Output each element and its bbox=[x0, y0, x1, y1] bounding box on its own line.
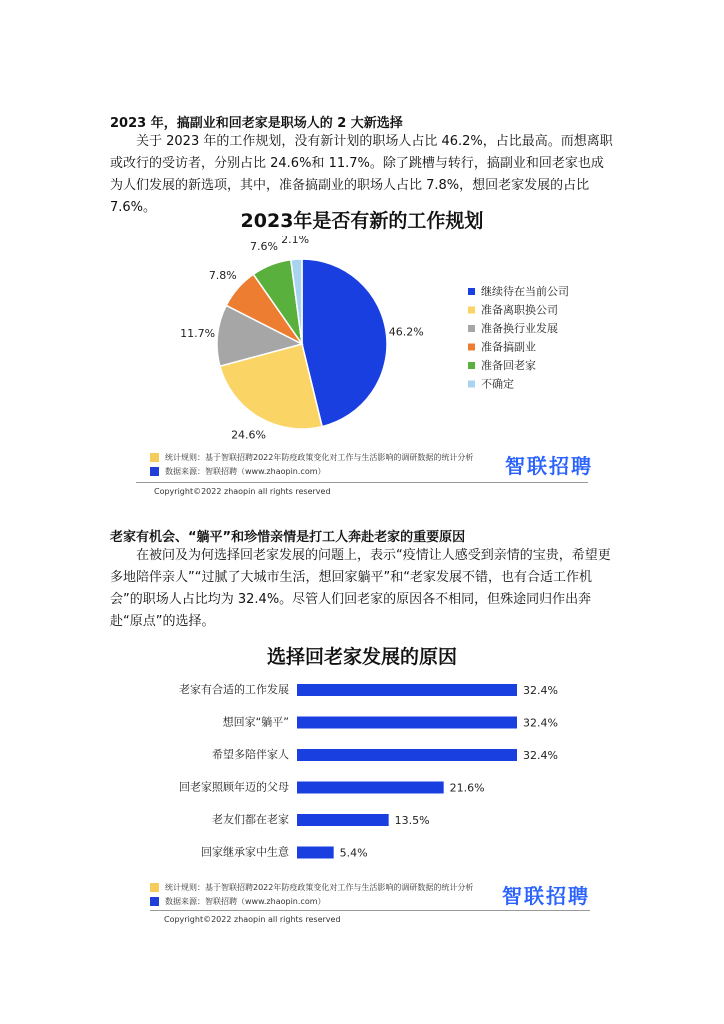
legend-label: 准备换行业发展 bbox=[481, 322, 558, 335]
bar-value-label: 13.5% bbox=[394, 814, 430, 827]
rule-square-icon bbox=[150, 453, 159, 462]
copyright: Copyright©2022 zhaopin all rights reserved bbox=[164, 915, 341, 924]
pie-data-label: 24.6% bbox=[231, 428, 267, 442]
bar-value-label: 32.4% bbox=[523, 749, 558, 762]
legend-swatch bbox=[468, 381, 475, 388]
legend-swatch bbox=[468, 344, 475, 351]
legend-label: 准备离职换公司 bbox=[481, 303, 558, 317]
legend-swatch bbox=[468, 307, 475, 314]
bar-chart-title: 选择回老家发展的原因 bbox=[266, 646, 457, 668]
source-note: 数据来源：智联招聘（www.zhaopin.com） bbox=[165, 466, 326, 476]
section2-paragraph: 在被问及为何选择回老家发展的问题上，表示“疫情让人感受到亲情的宝贵，希望更多地陪伴亲人”“过腻了大城市生活，想回家躺平”和“老家发展不错，也有合适工作机会”的职场人占比均为 32.4%。尽管人们回老家的原因各不相同，但殊途同归作出奔赴“原点”的选择。 bbox=[110, 548, 611, 629]
brand-logo: 智联招聘 bbox=[505, 454, 593, 478]
bar-category-label: 老家有合适的工作发展 bbox=[179, 683, 289, 696]
legend-label: 准备回老家 bbox=[481, 359, 536, 372]
footer-notes-1 bbox=[150, 450, 473, 478]
pie-data-label: 7.8% bbox=[208, 269, 237, 283]
source-square-icon bbox=[150, 897, 159, 906]
bar bbox=[297, 717, 517, 729]
source-note: 数据来源：智联招聘（www.zhaopin.com） bbox=[165, 896, 326, 906]
footer-notes-2 bbox=[150, 880, 473, 908]
bar bbox=[297, 847, 334, 859]
legend-label: 准备搞副业 bbox=[481, 340, 536, 354]
bar-chart bbox=[100, 672, 620, 872]
divider bbox=[136, 482, 588, 483]
bar-value-label: 32.4% bbox=[523, 684, 558, 697]
bar-category-label: 老友们都在老家 bbox=[212, 813, 289, 826]
bar bbox=[297, 684, 517, 696]
bar-value-label: 5.4% bbox=[339, 846, 368, 860]
bar-value-label: 32.4% bbox=[523, 716, 558, 730]
legend-swatch bbox=[468, 362, 475, 369]
brand-logo: 智联招聘 bbox=[502, 884, 590, 908]
legend-label: 不确定 bbox=[481, 377, 514, 391]
pie-chart-title: 2023年是否有新的工作规划 bbox=[240, 210, 484, 232]
source-square-icon bbox=[150, 467, 159, 476]
rule-note: 统计规则：基于智联招聘2022年防疫政策变化对工作与生活影响的调研数据的统计分析 bbox=[165, 452, 474, 462]
bar-value-label: 21.6% bbox=[449, 781, 485, 795]
pie-data-label: 7.6% bbox=[249, 240, 278, 254]
section1-paragraph: 关于 2023 年的工作规划，没有新计划的职场人占比 46.2%，占比最高。而想离职或改行的受访者，分别占比 24.6%和 11.7%。除了跳槽与转行，搞副业和回老家也成为人们发展的新选项，其中，准备搞副业的职场人占比 7.8%，想回老家发展的占比 7.6%。 bbox=[110, 134, 613, 215]
bar-category-label: 回家继承家中生意 bbox=[201, 845, 289, 859]
bar bbox=[297, 782, 444, 794]
pie-data-label: 11.7% bbox=[180, 327, 216, 341]
bar bbox=[297, 814, 389, 826]
bar-category-label: 希望多陪伴家人 bbox=[212, 748, 289, 761]
legend-label: 继续待在当前公司 bbox=[481, 285, 569, 298]
bar-category-label: 想回家“躺平” bbox=[222, 715, 289, 729]
copyright: Copyright©2022 zhaopin all rights reserved bbox=[154, 487, 331, 496]
rule-note: 统计规则：基于智联招聘2022年防疫政策变化对工作与生活影响的调研数据的统计分析 bbox=[165, 882, 474, 892]
section1-heading: 2023 年，搞副业和回老家是职场人的 2 大新选择 bbox=[110, 116, 403, 131]
pie-chart bbox=[150, 236, 600, 446]
legend-swatch bbox=[468, 325, 475, 332]
section2-heading: 老家有机会、“躺平”和珍惜亲情是打工人奔赴老家的重要原因 bbox=[110, 530, 466, 545]
rule-square-icon bbox=[150, 883, 159, 892]
divider bbox=[150, 910, 590, 911]
pie-data-label: 46.2% bbox=[388, 325, 424, 339]
legend-swatch bbox=[468, 288, 475, 295]
pie-data-label: 2.1% bbox=[281, 236, 310, 247]
bar bbox=[297, 749, 517, 761]
bar-category-label: 回老家照顾年迈的父母 bbox=[179, 780, 289, 794]
